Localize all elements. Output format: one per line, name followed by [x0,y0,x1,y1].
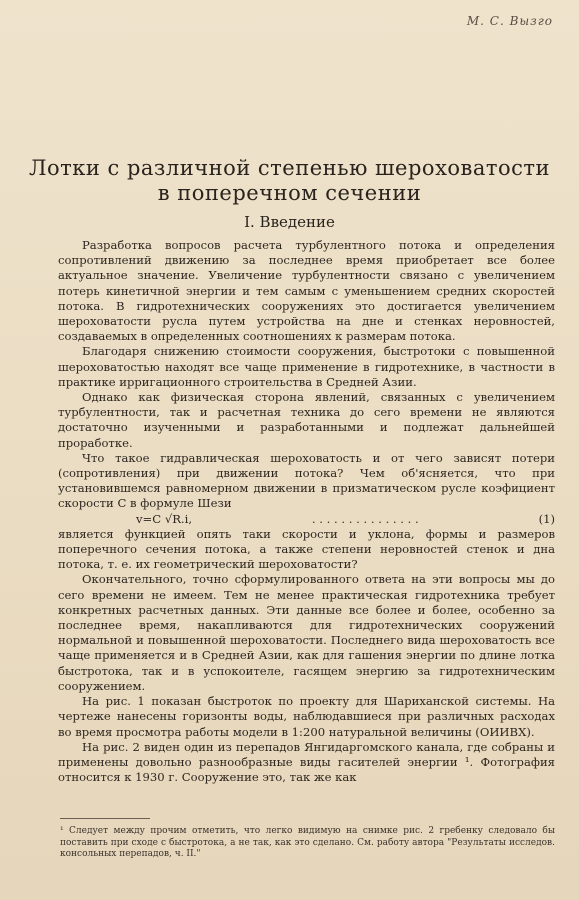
paragraph-4: Что такое гидравлическая шероховатость и от чего зависят потери (сопротивления) при движении потока? Чем об'ясняется, что при установившемся равномерном движении в призматическом русле коэфициент скорости C в формуле Шези [58,450,555,511]
title-line-2: в поперечном сечении [157,181,422,205]
paragraph-6: Окончательного, точно сформулированного ответа на эти вопросы мы до сего времени не имеем. Тем не менее практическая гидротехника требует конкретных расчетных данных. Эти данные все более и более, особенно за последнее время, накапливаются для гидротехнических сооружений нормальной и повышенной шероховатости. Последнего вида шероховатость все чаще применяется и в Средней Азии, как для гашения энергии по длине лотка быстротока, так и в успокоителе, гасящем энергию за гидротехническим сооружением. [58,572,555,693]
author-header: М. С. Вызго [466,14,553,28]
footnote-divider [60,818,150,819]
paragraph-1: Разработка вопросов расчета турбулентного потока и определения сопротивлений движению за последнее время приобретает все более актуальное значение. Увеличение турбулентности связано с увеличением потерь кинетичной энергии и тем самым с уменьшением средних скоростей потока. В гидротехнических сооружениях это достигается увеличением шероховатости русла путем устройства на дне и стенках неровностей, создаваемых в определенных соотношениях к размерам потока. [58,238,555,344]
paragraph-2: Благодаря снижению стоимости сооружения, быстротоки с повышенной шероховатостью находят все чаще применение в гидротехнике, в частности в практике ирригационного строительства в Средней Азии. [58,344,555,389]
chezy-formula [58,512,555,527]
article-body [58,238,555,785]
paragraph-7: На рис. 1 показан быстроток по проекту для Шариханской системы. На чертеже нанесены горизонты воды, наблюдавшиеся при различных расходах во время просмотра работы модели в 1:200 натуральной величины (ОИИВХ). [58,694,555,739]
formula-dots: . . . . . . . . . . . . . . . [311,511,419,526]
paragraph-8: На рис. 2 виден один из перепадов Янгидаргомского канала, где собраны и применены довольно разнообразные виды гасителей энергии ¹. Фотография относится к 1930 г. Сооружение это, так же как [58,739,555,785]
paragraph-3: Однако как физическая сторона явлений, связанных с увеличением турбулентности, так и расчетная техника до сего времени не являются достаточно изученными и разработанными и подлежат дальнейшей проработке. [58,390,555,450]
formula-expression: v=C √R.i, [136,511,193,526]
title-line-1: Лотки с различной степенью шероховатости [28,156,551,180]
article-title [0,156,579,206]
formula-number: (1) [538,511,555,526]
footnote: ¹ Следует между прочим отметить, что легко видимую на снимке рис. 2 гребенку следовало бы поставить при сходе с быстротока, а не так, как это сделано. См. работу автора "Результаты исследов. консольных перепадов, ч. II." [60,826,555,859]
section-heading: I. Введение [244,213,335,231]
paragraph-5: является функцией опять таки скорости и уклона, формы и размеров поперечного сечения потока, а также степени неровностей стенок и дна потока, т. е. их геометрический шероховатости? [58,526,555,572]
